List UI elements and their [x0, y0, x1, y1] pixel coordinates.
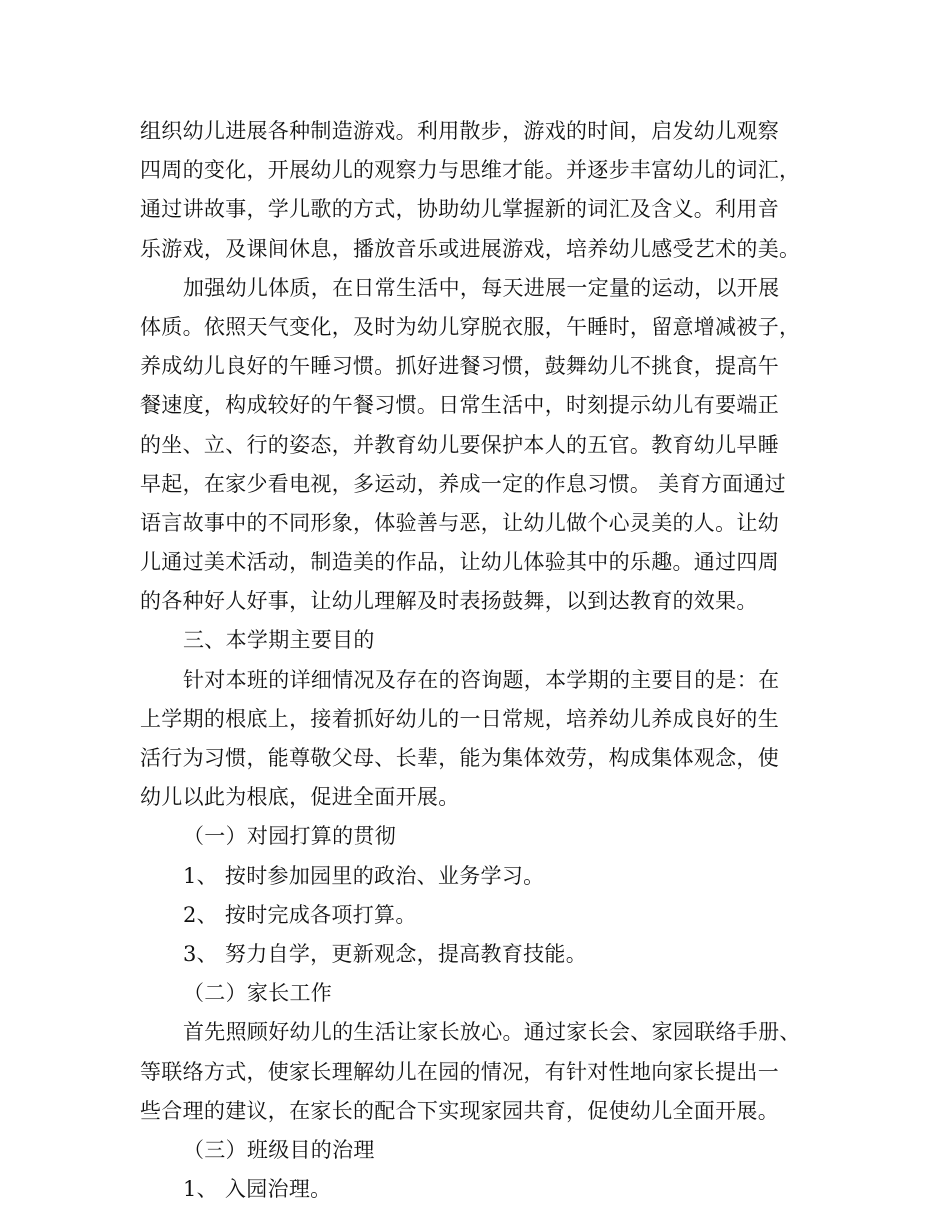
text-line: 针对本班的详细情况及存在的咨询题，本学期的主要目的是：在: [183, 667, 780, 692]
text-line: 活行为习惯，能尊敬父母、长辈，能为集体效劳，构成集体观念，使: [140, 746, 779, 770]
text-line: 2、 按时完成各项打算。: [183, 902, 417, 927]
text-line: 体质。依照天气变化，及时为幼儿穿脱衣服，午睡时，留意增减被子，: [140, 314, 801, 339]
text-line: 首先照顾好幼儿的生活让家长放心。通过家长会、家园联络手册、: [183, 1020, 801, 1045]
text-line: 的坐、立、行的姿态，并教育幼儿要保护本人的五官。教育幼儿早睡: [140, 432, 779, 457]
text-line: 加强幼儿体质，在日常生活中，每天进展一定量的运动，以开展: [183, 275, 780, 300]
text-line: 三、本学期主要目的: [183, 628, 375, 653]
text-line: 上学期的根底上，接着抓好幼儿的一日常规，培养幼儿养成良好的生: [140, 706, 779, 731]
text-line: 的各种好人好事，让幼儿理解及时表扬鼓舞，以到达教育的效果。: [140, 589, 758, 614]
text-line: 组织幼儿进展各种制造游戏。利用散步，游戏的时间，启发幼儿观察: [140, 119, 779, 143]
text-line: 3、 努力自学，更新观念，提高教育技能。: [183, 941, 588, 966]
text-line: 些合理的建议，在家长的配合下实现家园共育，促使幼儿全面开展。: [140, 1098, 779, 1123]
document-body: [140, 112, 820, 1209]
text-line: （二）家长工作: [183, 981, 333, 1006]
text-line: （一）对园打算的贯彻: [183, 824, 396, 849]
text-line: 早起，在家少看电视，多运动，养成一定的作息习惯。 美育方面通过: [140, 471, 786, 496]
text-line: （三）班级目的治理: [183, 1137, 375, 1162]
text-line: 1、 按时参加园里的政治、业务学习。: [183, 863, 545, 888]
text-line: 等联络方式，使家长理解幼儿在园的情况，有针对性地向家长提出一: [140, 1059, 779, 1084]
text-line: 乐游戏，及课间休息，播放音乐或进展游戏，培养幼儿感受艺术的美。: [140, 236, 801, 261]
text-line: 儿通过美术活动，制造美的作品，让幼儿体验其中的乐趣。通过四周: [140, 550, 779, 575]
text-line: 1、 入园治理。: [183, 1177, 332, 1202]
text-line: 养成幼儿良好的午睡习惯。抓好进餐习惯，鼓舞幼儿不挑食，提高午: [140, 354, 779, 379]
text-line: 幼儿以此为根底，促进全面开展。: [140, 785, 460, 810]
text-line: 通过讲故事，学儿歌的方式，协助幼儿掌握新的词汇及含义。利用音: [140, 197, 779, 222]
text-line: 语言故事中的不同形象，体验善与恶，让幼儿做个心灵美的人。让幼: [140, 510, 779, 535]
text-line: 四周的变化，开展幼儿的观察力与思维才能。并逐步丰富幼儿的词汇，: [140, 158, 801, 183]
text-line: 餐速度，构成较好的午餐习惯。日常生活中，时刻提示幼儿有要端正: [140, 393, 779, 418]
